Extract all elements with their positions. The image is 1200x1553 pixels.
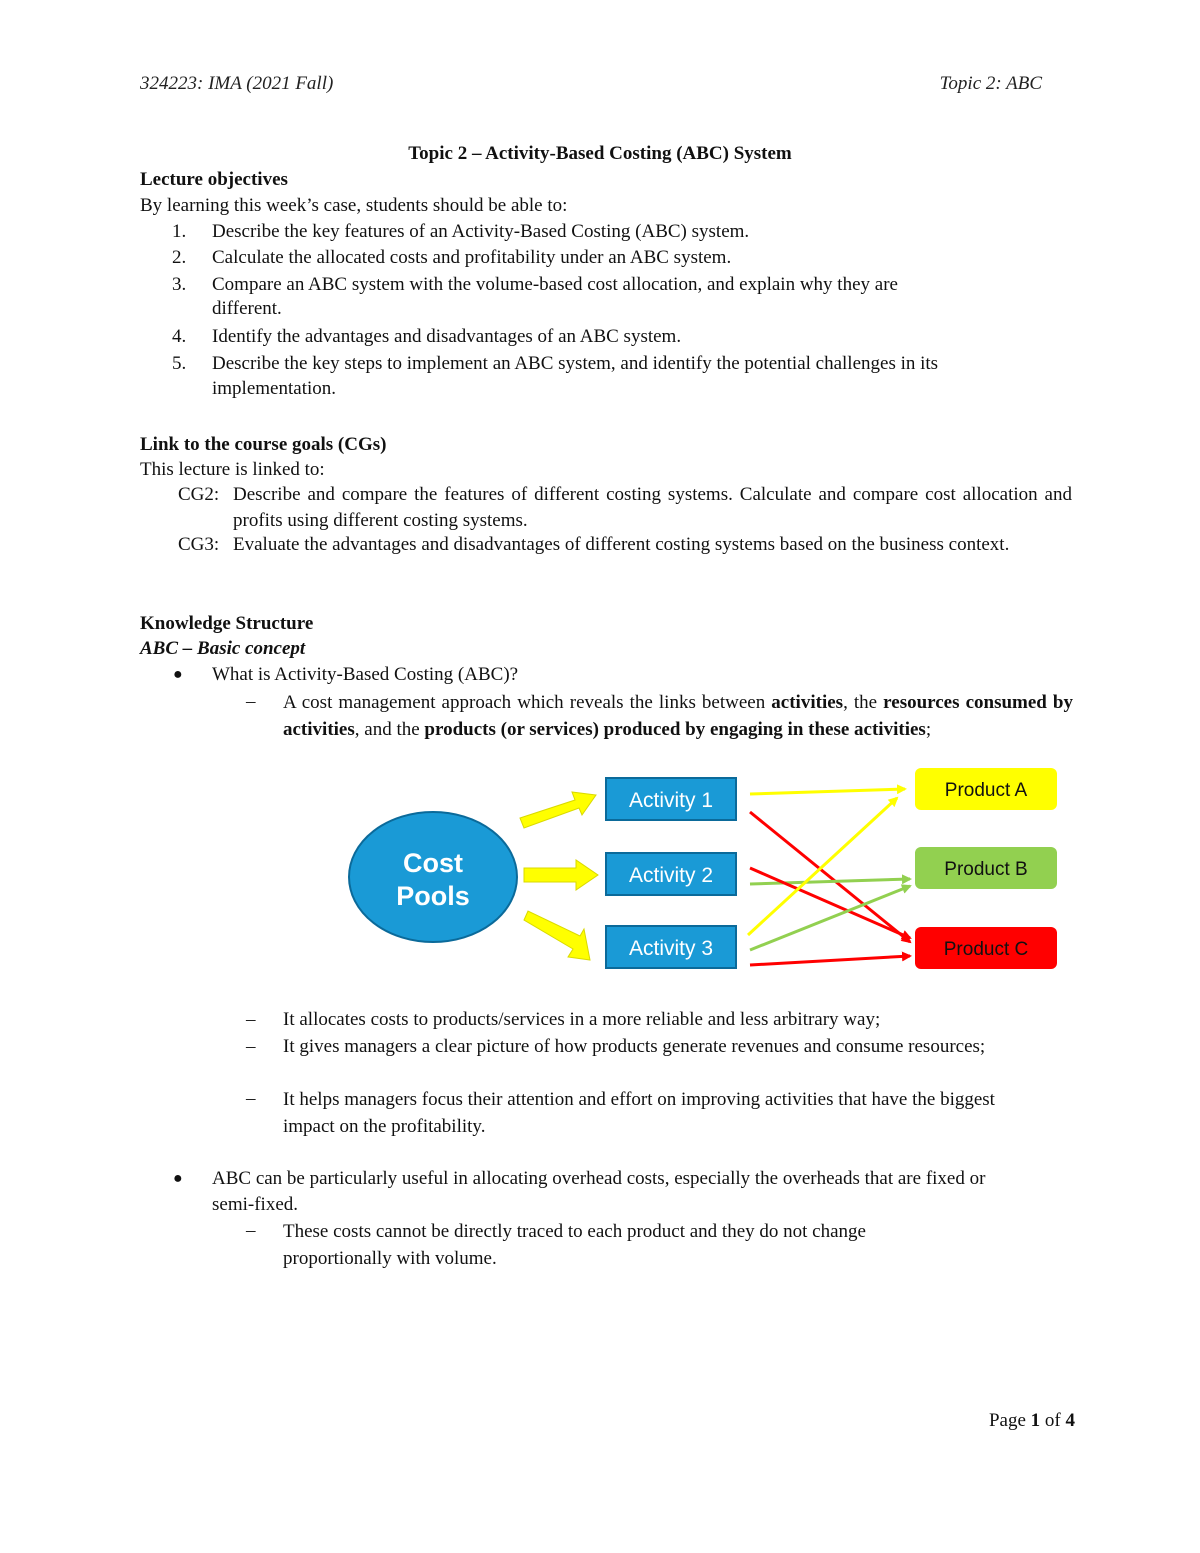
objectives-heading: Lecture objectives xyxy=(140,169,288,190)
course-goals-heading: Link to the course goals (CGs) xyxy=(140,434,387,455)
cost-pool-arrows xyxy=(520,792,598,960)
activity-3-label: Activity 3 xyxy=(628,937,714,960)
course-goal-text: Evaluate the advantages and disadvantages of different costing systems based on the business context. xyxy=(233,534,1010,555)
header-course: 324223: IMA (2021 Fall) xyxy=(140,73,334,94)
connection-arrows xyxy=(748,789,910,965)
item-number: 5. xyxy=(172,353,187,374)
arrow-to-activity-2 xyxy=(524,860,598,890)
item-text: Describe the key features of an Activity-Based Costing (ABC) system. xyxy=(212,221,750,242)
term-resources: resources consumed by activities xyxy=(283,692,1073,740)
bullet-icon: ● xyxy=(173,666,183,683)
objectives-intro: By learning this week’s case, students should be able to: xyxy=(140,195,568,216)
cost-pools-label-line1: Cost xyxy=(403,848,463,878)
term-activities: activities xyxy=(771,692,844,713)
sub-point-text: It helps managers focus their attention and effort on improving activities that have the biggest impact on the profitability. xyxy=(283,1089,995,1137)
arrow-to-activity-1 xyxy=(520,792,596,828)
course-goal-label: CG2: xyxy=(178,484,220,505)
dash-icon: – xyxy=(246,1220,256,1241)
item-number: 3. xyxy=(172,274,187,295)
sub-point-text: These costs cannot be directly traced to each product and they do not change proportionally with volume. xyxy=(283,1221,866,1269)
definition-text: A cost management approach which reveals the links between activities, the resources consumed by activities, and the products (or services) produced by engaging in these activities; xyxy=(283,692,1073,740)
item-text: Describe the key steps to implement an ABC system, and identify the potential challenges in its xyxy=(212,353,939,374)
link-a1-pa xyxy=(750,789,905,794)
bullet-icon: ● xyxy=(173,1170,183,1187)
cost-pools-label-line2: Pools xyxy=(396,881,470,911)
header-topic: Topic 2: ABC xyxy=(939,73,1042,94)
product-c-label: Product C xyxy=(943,939,1029,960)
dash-icon: – xyxy=(246,691,256,712)
item-number: 4. xyxy=(172,326,187,347)
sub-point-text: It gives managers a clear picture of how products generate revenues and consume resources; xyxy=(283,1036,986,1057)
knowledge-heading: Knowledge Structure xyxy=(140,613,314,634)
link-a3-pb xyxy=(750,886,910,950)
link-a3-pc xyxy=(750,956,910,965)
course-goal-text: Describe and compare the features of different costing systems. Calculate and compare cost allocation and profits using different costing systems. xyxy=(233,484,1072,531)
dash-icon: – xyxy=(246,1009,256,1030)
activity-1-label: Activity 1 xyxy=(628,789,714,812)
dash-icon: – xyxy=(246,1088,256,1109)
item-number: 2. xyxy=(172,247,187,268)
bullet-text: ABC can be particularly useful in allocating overhead costs, especially the overheads that are fixed or semi-fixed. xyxy=(212,1168,986,1215)
product-b-label: Product B xyxy=(944,859,1028,880)
page-number: Page 1 of 4 xyxy=(988,1410,1075,1431)
bullet-text: What is Activity-Based Costing (ABC)? xyxy=(212,664,519,685)
activity-2-label: Activity 2 xyxy=(628,864,714,887)
arrow-to-activity-3 xyxy=(524,911,590,960)
item-text: Compare an ABC system with the volume-based cost allocation, and explain why they are xyxy=(212,274,898,295)
knowledge-subheading: ABC – Basic concept xyxy=(140,638,306,659)
item-number: 1. xyxy=(172,221,187,242)
dash-icon: – xyxy=(246,1036,256,1057)
sub-point-text: It allocates costs to products/services in a more reliable and less arbitrary way; xyxy=(283,1009,881,1030)
item-text-cont: different. xyxy=(212,298,282,319)
item-text: Identify the advantages and disadvantages of an ABC system. xyxy=(212,326,682,347)
course-goal-label: CG3: xyxy=(178,534,220,555)
abc-diagram xyxy=(340,760,1070,980)
term-products: products (or services) produced by engaging in these activities xyxy=(424,719,926,740)
page-title: Topic 2 – Activity-Based Costing (ABC) System xyxy=(408,143,792,164)
product-a-label: Product A xyxy=(944,780,1028,801)
item-text-cont: implementation. xyxy=(212,378,337,399)
course-goals-intro: This lecture is linked to: xyxy=(140,459,325,480)
item-text: Calculate the allocated costs and profitability under an ABC system. xyxy=(212,247,732,268)
